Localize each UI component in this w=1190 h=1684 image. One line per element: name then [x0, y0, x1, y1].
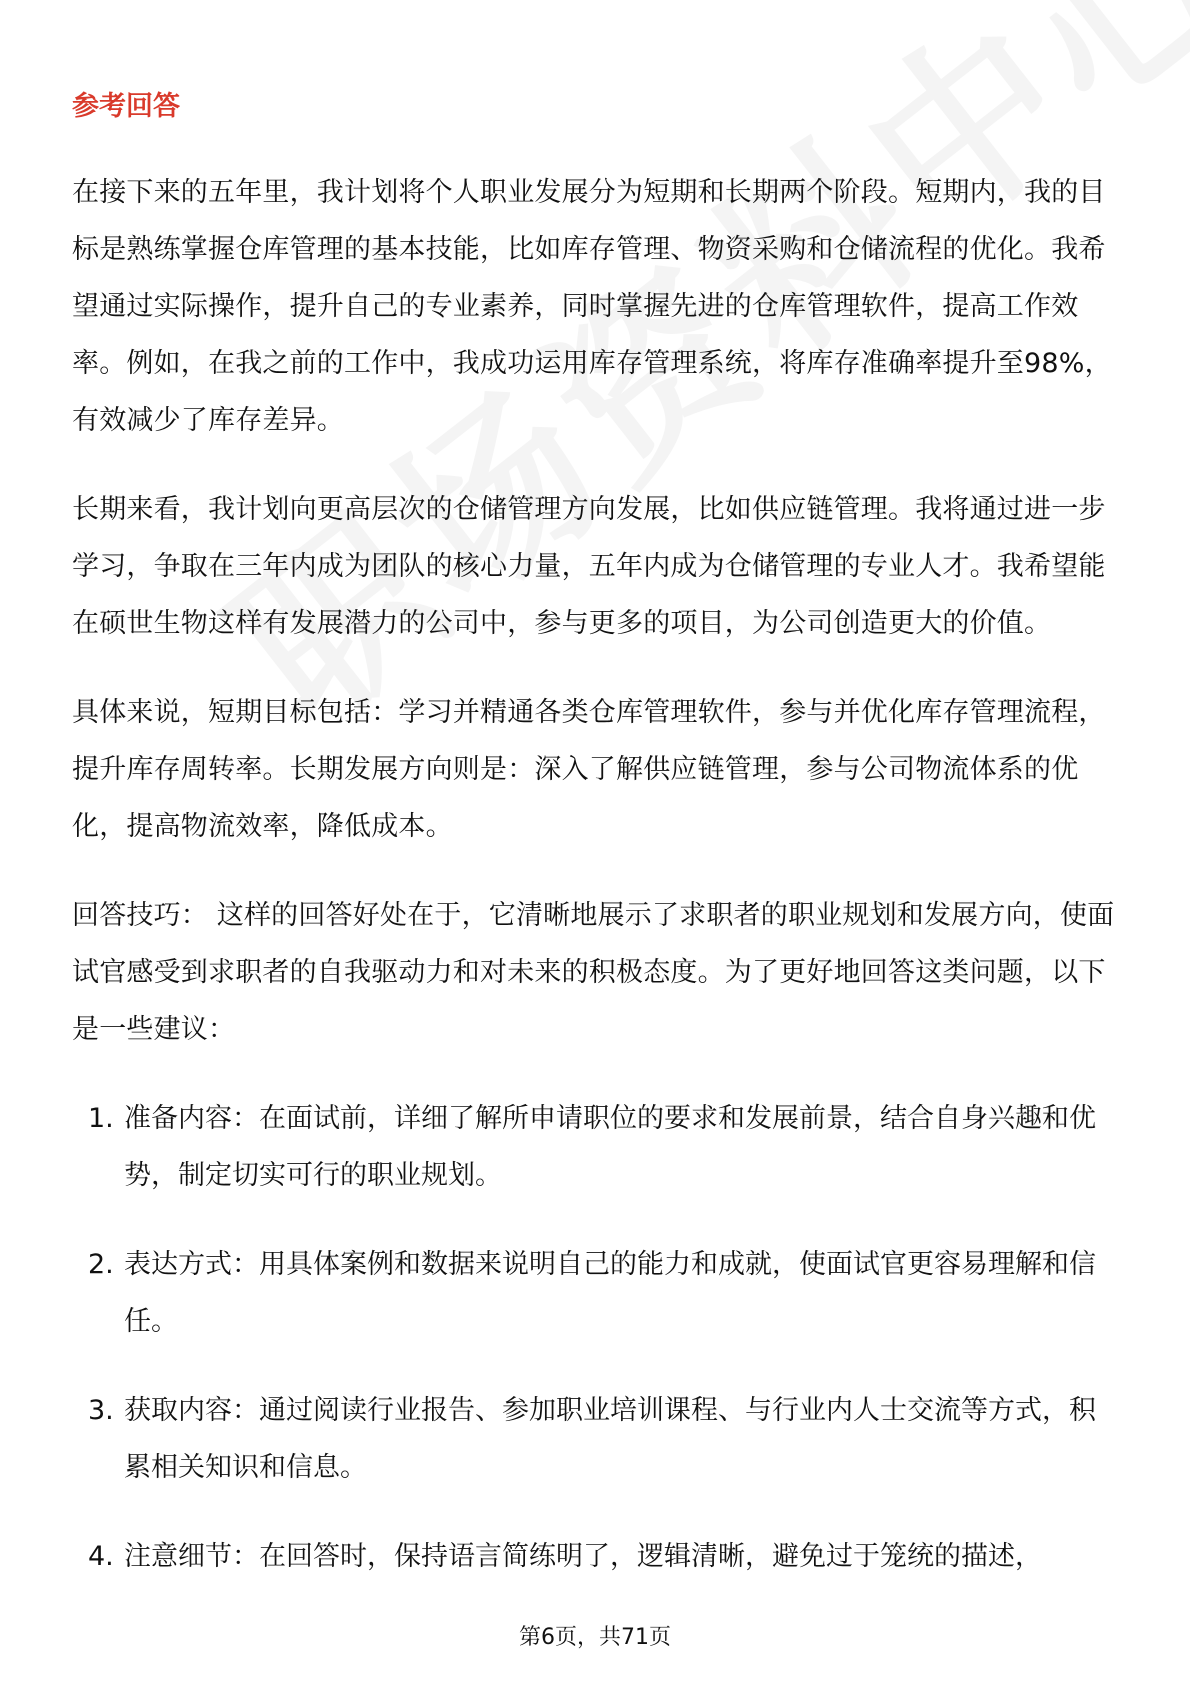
list-item-number: 3. [88, 1395, 114, 1426]
list-item [72, 1382, 1120, 1496]
paragraph-specific-goals: 具体来说，短期目标包括：学习并精通各类仓库管理软件，参与并优化库存管理流程，提升库存周转率。长期发展方向则是：深入了解供应链管理，参与公司物流体系的优化，提高物流效率，降低成本。 [72, 697, 1106, 842]
page-number-footer: 第6页，共71页 [519, 1625, 671, 1650]
list-item [72, 1090, 1120, 1204]
list-item-number: 4. [88, 1541, 114, 1572]
paragraph-long-term: 长期来看，我计划向更高层次的仓储管理方向发展，比如供应链管理。我将通过进一步学习，争取在三年内成为团队的核心力量，五年内成为仓储管理的专业人才。我希望能在硕世生物这样有发展潜力的公司中，参与更多的项目，为公司创造更大的价值。 [72, 494, 1106, 639]
list-item [72, 1528, 1120, 1585]
paragraph-short-term: 在接下来的五年里，我计划将个人职业发展分为短期和长期两个阶段。短期内，我的目标是熟练掌握仓库管理的基本技能，比如库存管理、物资采购和仓储流程的优化。我希望通过实际操作，提升自己的专业素养，同时掌握先进的仓库管理软件，提高工作效率。例如，在我之前的工作中，我成功运用库存管理系统，将库存准确率提升至98%，有效减少了库存差异。 [72, 177, 1112, 436]
list-item-text: 准备内容：在面试前，详细了解所申请职位的要求和发展前景，结合自身兴趣和优势，制定切实可行的职业规划。 [124, 1103, 1096, 1191]
suggestion-list [72, 1090, 1120, 1585]
paragraph-answer-tips: 回答技巧： 这样的回答好处在于，它清晰地展示了求职者的职业规划和发展方向，使面试官感受到求职者的自我驱动力和对未来的积极态度。为了更好地回答这类问题，以下是一些建议： [72, 900, 1115, 1045]
document-body [72, 88, 1120, 1617]
list-item-text: 获取内容：通过阅读行业报告、参加职业培训课程、与行业内人士交流等方式，积累相关知识和信息。 [124, 1395, 1096, 1483]
list-item [72, 1236, 1120, 1350]
list-item-text: 表达方式：用具体案例和数据来说明自己的能力和成就，使面试官更容易理解和信任。 [124, 1249, 1096, 1337]
list-item-number: 2. [88, 1249, 114, 1280]
list-item-text: 注意细节：在回答时，保持语言简练明了，逻辑清晰，避免过于笼统的描述， [124, 1541, 1042, 1572]
list-item-number: 1. [88, 1103, 114, 1134]
section-heading: 参考回答 [72, 91, 180, 122]
